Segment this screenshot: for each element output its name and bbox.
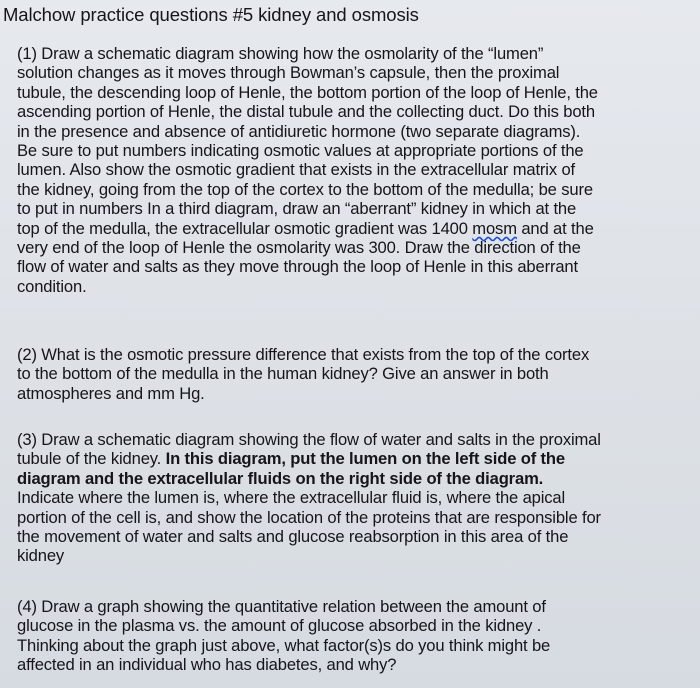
question-1-line: Be sure to put numbers indicating osmotic values at appropriate portions of the xyxy=(17,141,584,161)
question-2-line: atmospheres and mm Hg. xyxy=(17,383,205,403)
question-1-line: (1) Draw a schematic diagram showing how the osmolarity of the “lumen” xyxy=(17,44,544,63)
question-1-line: to put in numbers In a third diagram, draw an “aberrant” kidney in which at the xyxy=(17,199,577,219)
question-1 xyxy=(17,44,693,296)
question-4 xyxy=(17,597,693,675)
question-3-line: (3) Draw a schematic diagram showing the flow of water and salts in the proximal xyxy=(17,430,601,449)
question-1-line: very end of the loop of Henle the osmolarity was 300. Draw the direction of the xyxy=(17,238,581,258)
document-title: Malchow practice questions #5 kidney and osmosis xyxy=(3,4,419,25)
question-4-line: (4) Draw a graph showing the quantitative relation between the amount of xyxy=(17,597,546,616)
question-3-bold-text: In this diagram, put the lumen on the left side of the xyxy=(165,449,565,469)
mosm-unit-spellcheck: mosm xyxy=(472,218,517,238)
question-1-text: top of the medulla, the extracellular osmotic gradient was 1400 xyxy=(17,218,473,238)
question-4-line: affected in an individual who has diabetes, and why? xyxy=(17,655,397,675)
question-3-text: tubule of the kidney. xyxy=(17,449,166,469)
question-2-line: to the bottom of the medulla in the human kidney? Give an answer in both xyxy=(17,364,549,384)
question-3-line: Indicate where the lumen is, where the extracellular fluid is, where the apical xyxy=(17,488,566,508)
question-3 xyxy=(17,430,693,566)
question-1-line-10 xyxy=(17,219,693,238)
question-2 xyxy=(17,345,693,403)
question-4-line: glucose in the plasma vs. the amount of glucose absorbed in the kidney . xyxy=(17,616,542,636)
question-1-line: tubule, the descending loop of Henle, the bottom portion of the loop of Henle, the xyxy=(17,82,598,102)
question-3-line-2 xyxy=(17,449,693,468)
question-3-line: portion of the cell is, and show the location of the proteins that are responsible for xyxy=(17,507,601,527)
question-1-text: and at the xyxy=(516,218,594,238)
question-3-bold-line: diagram and the extracellular fluids on the right side of the diagram. xyxy=(17,468,544,488)
question-4-line: Thinking about the graph just above, what factor(s)s do you think might be xyxy=(17,635,551,655)
question-1-line: lumen. Also show the osmotic gradient that exists in the extracellular matrix of xyxy=(17,160,575,180)
question-1-line: the kidney, going from the top of the cortex to the bottom of the medulla; be sure xyxy=(17,179,593,199)
question-3-line: kidney xyxy=(17,546,65,566)
question-3-line: the movement of water and salts and glucose reabsorption in this area of the xyxy=(17,527,569,547)
question-2-line: (2) What is the osmotic pressure difference that exists from the top of the cortex xyxy=(17,345,590,364)
question-1-line: ascending portion of Henle, the distal tubule and the collecting duct. Do this both xyxy=(17,102,595,122)
question-1-line: flow of water and salts as they move through the loop of Henle in this aberrant xyxy=(17,257,578,277)
question-1-line: in the presence and absence of antidiuretic hormone (two separate diagrams). xyxy=(17,121,581,141)
question-1-line: solution changes as it moves through Bowman’s capsule, then the proximal xyxy=(17,63,560,83)
question-1-line: condition. xyxy=(17,276,87,296)
